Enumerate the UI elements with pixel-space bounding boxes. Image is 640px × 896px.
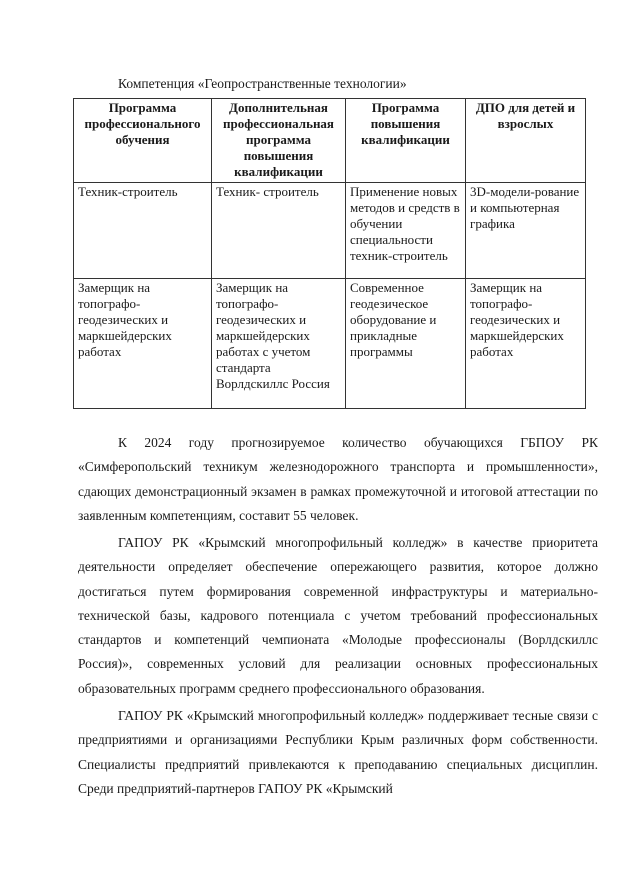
header-professional-training: Программа профессионального обучения: [74, 99, 212, 183]
paragraph-college-partners: [78, 704, 598, 801]
table-row: [74, 183, 586, 279]
table-cell: Современное геодезическое оборудование и прикладные программы: [346, 279, 466, 409]
table-cell: Замерщик на топографо-геодезических и маркшейдерских работах с учетом стандарта Ворлдскиллс Россия: [212, 279, 346, 409]
paragraph-text: К 2024 году прогнозируемое количество обучающихся ГБПОУ РК «Симферопольский техникум железнодорожного транспорта и промышленности», сдающих демонстрационный экзамен в рамках промежуточной и итоговой аттестации по заявленным компетенциям, составит 55 человек.: [78, 435, 598, 523]
table-header-row: [74, 99, 586, 183]
table-cell: Применение новых методов и средств в обучении специальности техник-строитель: [346, 183, 466, 279]
paragraph-text: ГАПОУ РК «Крымский многопрофильный колледж» поддерживает тесные связи с предприятиями и организациями Республики Крым различных форм собственности. Специалисты предприятий привлекаются к преподаванию специальных дисциплин. Среди предприятий-партнеров ГАПОУ РК «Крымский: [78, 708, 598, 796]
header-additional-program: Дополнительная профессиональная программа повышения квалификации: [212, 99, 346, 183]
table-cell: Техник-строитель: [74, 183, 212, 279]
paragraph-text: ГАПОУ РК «Крымский многопрофильный колледж» в качестве приоритета деятельности определяет обеспечение опережающего развития, которое должно достигаться путем формирования современной инфраструктуры и материально-технической базы, кадрового потенциала с учетом требований профессиональных стандартов и компетенций чемпионата «Молодые профессионалы (Ворлдскиллс Россия)», современных условий для реализации основных профессиональных образовательных программ среднего профессионального образования.: [78, 535, 598, 696]
header-dpo-children-adults: ДПО для детей и взрослых: [466, 99, 586, 183]
table-caption: Компетенция «Геопространственные технологии»: [118, 76, 407, 91]
paragraph-college-priorities: [78, 531, 598, 701]
table-cell: Замерщик на топографо-геодезических и маркшейдерских работах: [74, 279, 212, 409]
table-cell: Техник- строитель: [212, 183, 346, 279]
paragraph-exam-forecast: [78, 431, 598, 528]
table-row: [74, 279, 586, 409]
competence-table: [73, 98, 586, 409]
table-cell: Замерщик на топографо-геодезических и маркшейдерских работах: [466, 279, 586, 409]
table-cell: 3D-модели-рование и компьютерная графика: [466, 183, 586, 279]
header-qualification-program: Программа повышения квалификации: [346, 99, 466, 183]
